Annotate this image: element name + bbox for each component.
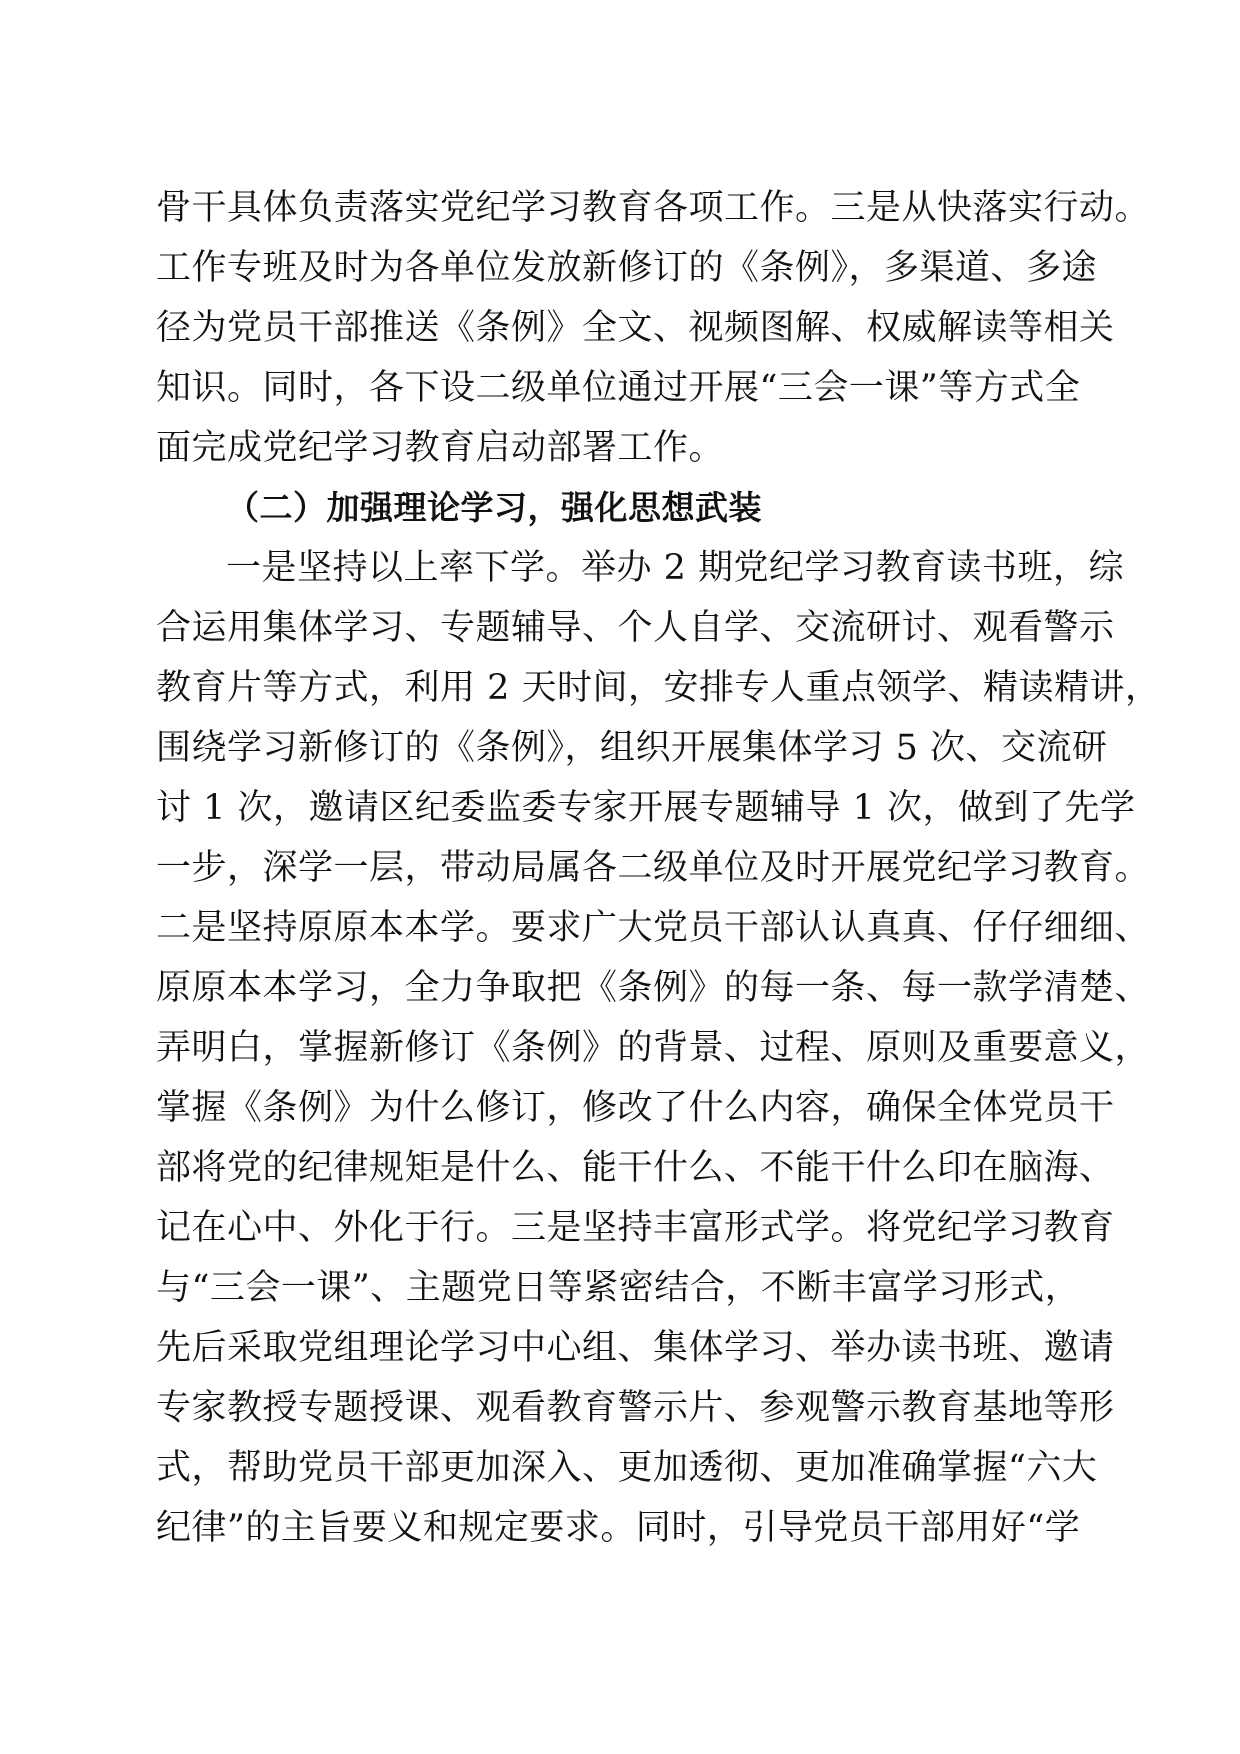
text-line: 先后采取党组理论学习中心组、集体学习、举办读书班、邀请 [156,1328,1115,1368]
text-line: 知识。同时，各下设二级单位通过开展“三会一课”等方式全 [156,368,1081,408]
text-line: 讨 1 次，邀请区纪委监委专家开展专题辅导 1 次，做到了先学 [156,788,1136,828]
text-line: 二是坚持原原本本学。要求广大党员干部认认真真、仔仔细细、 [156,908,1151,948]
text-line: 教育片等方式，利用 2 天时间，安排专人重点领学、精读精讲， [156,668,1161,708]
text-line: 工作专班及时为各单位发放新修订的《条例》，多渠道、多途 [156,248,1098,288]
text-line: 骨干具体负责落实党纪学习教育各项工作。三是从快落实行动。 [156,188,1151,228]
text-line: 纪律”的主旨要义和规定要求。同时，引导党员干部用好“学 [156,1508,1081,1548]
text-line: 一步，深学一层，带动局属各二级单位及时开展党纪学习教育。 [156,848,1151,888]
text-line: 式，帮助党员干部更加深入、更加透彻、更加准确掌握“六大 [156,1448,1098,1488]
text-line: 专家教授专题授课、观看教育警示片、参观警示教育基地等形 [156,1388,1115,1428]
text-line: 部将党的纪律规矩是什么、能干什么、不能干什么印在脑海、 [156,1148,1115,1188]
text-line: 弄明白，掌握新修订《条例》的背景、过程、原则及重要意义， [156,1028,1151,1068]
text-line: 原原本本学习，全力争取把《条例》的每一条、每一款学清楚、 [156,968,1151,1008]
paragraph-first-line: 一是坚持以上率下学。举办 2 期党纪学习教育读书班，综 [226,548,1125,588]
section-heading: （二）加强理论学习，强化思想武装 [226,488,762,527]
text-line: 径为党员干部推送《条例》全文、视频图解、权威解读等相关 [156,308,1115,348]
text-line: 合运用集体学习、专题辅导、个人自学、交流研讨、观看警示 [156,608,1115,648]
text-line: 与“三会一课”、主题党日等紧密结合，不断丰富学习形式， [156,1268,1081,1308]
text-line: 掌握《条例》为什么修订，修改了什么内容，确保全体党员干 [156,1088,1115,1128]
document-body [156,178,1161,1558]
text-line: 面完成党纪学习教育启动部署工作。 [156,428,725,468]
text-line: 记在心中、外化于行。三是坚持丰富形式学。将党纪学习教育 [156,1208,1115,1248]
text-line: 围绕学习新修订的《条例》，组织开展集体学习 5 次、交流研 [156,728,1108,768]
